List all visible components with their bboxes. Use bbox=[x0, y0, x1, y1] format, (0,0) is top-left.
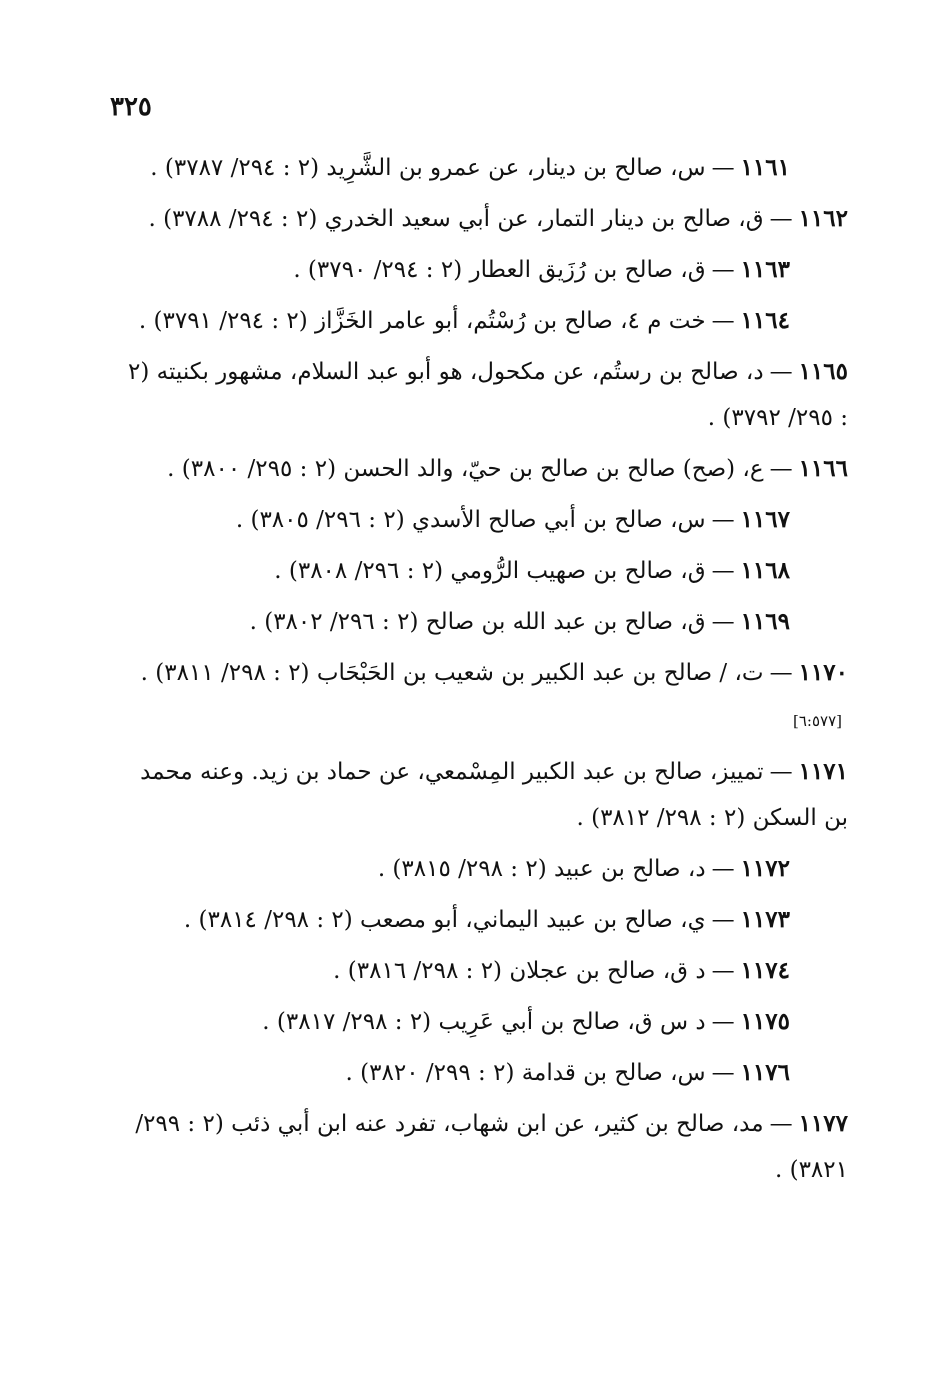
entry bbox=[120, 497, 790, 543]
page-number: ٣٢٥ bbox=[110, 92, 152, 122]
entry-text: ت، / صالح بن عبد الكبير بن شعيب بن الحَبْحَاب (٢ : ٢٩٨/ ٣٨١١) . bbox=[140, 660, 764, 686]
entry bbox=[120, 548, 790, 594]
entry-dash: — bbox=[711, 308, 735, 334]
entry-dash: — bbox=[711, 558, 735, 584]
entry-number: ١١٧٧ bbox=[798, 1110, 848, 1137]
entry-text: س، صالح بن دينار، عن عمرو بن الشَّرِيد (٢ : ٢٩٤/ ٣٧٨٧) . bbox=[150, 155, 706, 181]
entry-number: ١١٦٣ bbox=[740, 256, 790, 283]
entry-dash: — bbox=[769, 359, 793, 385]
entry-number: ١١٦٨ bbox=[740, 557, 790, 584]
entry bbox=[120, 650, 848, 744]
entry-number: ١١٦١ bbox=[740, 154, 790, 181]
entry bbox=[120, 247, 790, 293]
entry-dash: — bbox=[769, 456, 793, 482]
entry-number: ١١٧٤ bbox=[740, 957, 790, 984]
entry-text: تمييز، صالح بن عبد الكبير المِسْمعي، عن حماد بن زيد. وعنه محمد بن السكن (٢ : ٢٩٨/ ٣٨١٢) . bbox=[140, 759, 848, 831]
entry-number: ١١٦٦ bbox=[798, 455, 848, 482]
entry-text: د، صالح بن عبيد (٢ : ٢٩٨/ ٣٨١٥) . bbox=[377, 856, 706, 882]
entry bbox=[120, 1050, 790, 1096]
entry-list bbox=[120, 145, 848, 1198]
entry-text: د، صالح بن رستُم، عن مكحول، هو أبو عبد السلام، مشهور بكنيته (٢ : ٢٩٥/ ٣٧٩٢) . bbox=[127, 359, 848, 431]
entry-text: خت م ٤، صالح بن رُسْتُم، أبو عامر الخَزَّاز (٢ : ٢٩٤/ ٣٧٩١) . bbox=[138, 308, 706, 334]
entry-dash: — bbox=[769, 759, 793, 785]
entry-dash: — bbox=[711, 155, 735, 181]
entry-number: ١١٧١ bbox=[798, 758, 848, 785]
entry bbox=[120, 298, 790, 344]
entry bbox=[120, 196, 848, 242]
entry-number: ١١٧٣ bbox=[740, 906, 790, 933]
entry-number: ١١٦٢ bbox=[798, 205, 848, 232]
entry bbox=[120, 948, 790, 994]
entry-text: ق، صالح بن عبد الله بن صالح (٢ : ٢٩٦/ ٣٨٠٢) . bbox=[249, 609, 706, 635]
margin-note: [٦:٥٧٧] bbox=[793, 712, 842, 730]
entry-dash: — bbox=[711, 609, 735, 635]
entry-number: ١١٦٥ bbox=[798, 358, 848, 385]
entry-text: ي، صالح بن عبيد اليماني، أبو مصعب (٢ : ٢٩٨/ ٣٨١٤) . bbox=[183, 907, 706, 933]
entry bbox=[120, 749, 848, 841]
entry bbox=[120, 846, 790, 892]
entry bbox=[120, 599, 790, 645]
entry-number: ١١٧٠ bbox=[798, 659, 848, 686]
entry bbox=[120, 446, 848, 492]
entry-dash: — bbox=[769, 206, 793, 232]
entry-text: ع، (صح) صالح بن صالح بن حيّ، والد الحسن (٢ : ٢٩٥/ ٣٨٠٠) . bbox=[167, 456, 764, 482]
entry-dash: — bbox=[711, 958, 735, 984]
entry-text: د س ق، صالح بن أبي عَرِيب (٢ : ٢٩٨/ ٣٨١٧) . bbox=[262, 1009, 706, 1035]
entry bbox=[120, 999, 790, 1045]
entry-dash: — bbox=[711, 856, 735, 882]
entry-dash: — bbox=[711, 907, 735, 933]
entry bbox=[120, 897, 790, 943]
entry-number: ١١٧٥ bbox=[740, 1008, 790, 1035]
entry-text: د ق، صالح بن عجلان (٢ : ٢٩٨/ ٣٨١٦) . bbox=[333, 958, 706, 984]
entry-text: س، صالح بن أبي صالح الأسدي (٢ : ٢٩٦/ ٣٨٠٥) . bbox=[235, 507, 706, 533]
entry-number: ١١٧٢ bbox=[740, 855, 790, 882]
entry-text: ق، صالح بن صهيب الرُّومي (٢ : ٢٩٦/ ٣٨٠٨) . bbox=[274, 558, 706, 584]
entry-text: س، صالح بن قدامة (٢ : ٢٩٩/ ٣٨٢٠) . bbox=[345, 1060, 706, 1086]
entry-dash: — bbox=[711, 1060, 735, 1086]
entry-number: ١١٧٦ bbox=[740, 1059, 790, 1086]
entry-dash: — bbox=[769, 660, 793, 686]
entry bbox=[120, 1101, 848, 1193]
entry bbox=[120, 349, 848, 441]
entry-dash: — bbox=[711, 507, 735, 533]
entry-number: ١١٦٧ bbox=[740, 506, 790, 533]
entry-dash: — bbox=[711, 1009, 735, 1035]
entry-text: ق، صالح بن رُزَيق العطار (٢ : ٢٩٤/ ٣٧٩٠) . bbox=[293, 257, 706, 283]
entry-number: ١١٦٩ bbox=[740, 608, 790, 635]
entry-text: ق، صالح بن دينار التمار، عن أبي سعيد الخدري (٢ : ٢٩٤/ ٣٧٨٨) . bbox=[148, 206, 764, 232]
entry-dash: — bbox=[769, 1111, 793, 1137]
entry-number: ١١٦٤ bbox=[740, 307, 790, 334]
entry bbox=[120, 145, 790, 191]
entry-dash: — bbox=[711, 257, 735, 283]
entry-text: مد، صالح بن كثير، عن ابن شهاب، تفرد عنه ابن أبي ذئب (٢ : ٢٩٩/ ٣٨٢١) . bbox=[135, 1111, 848, 1183]
